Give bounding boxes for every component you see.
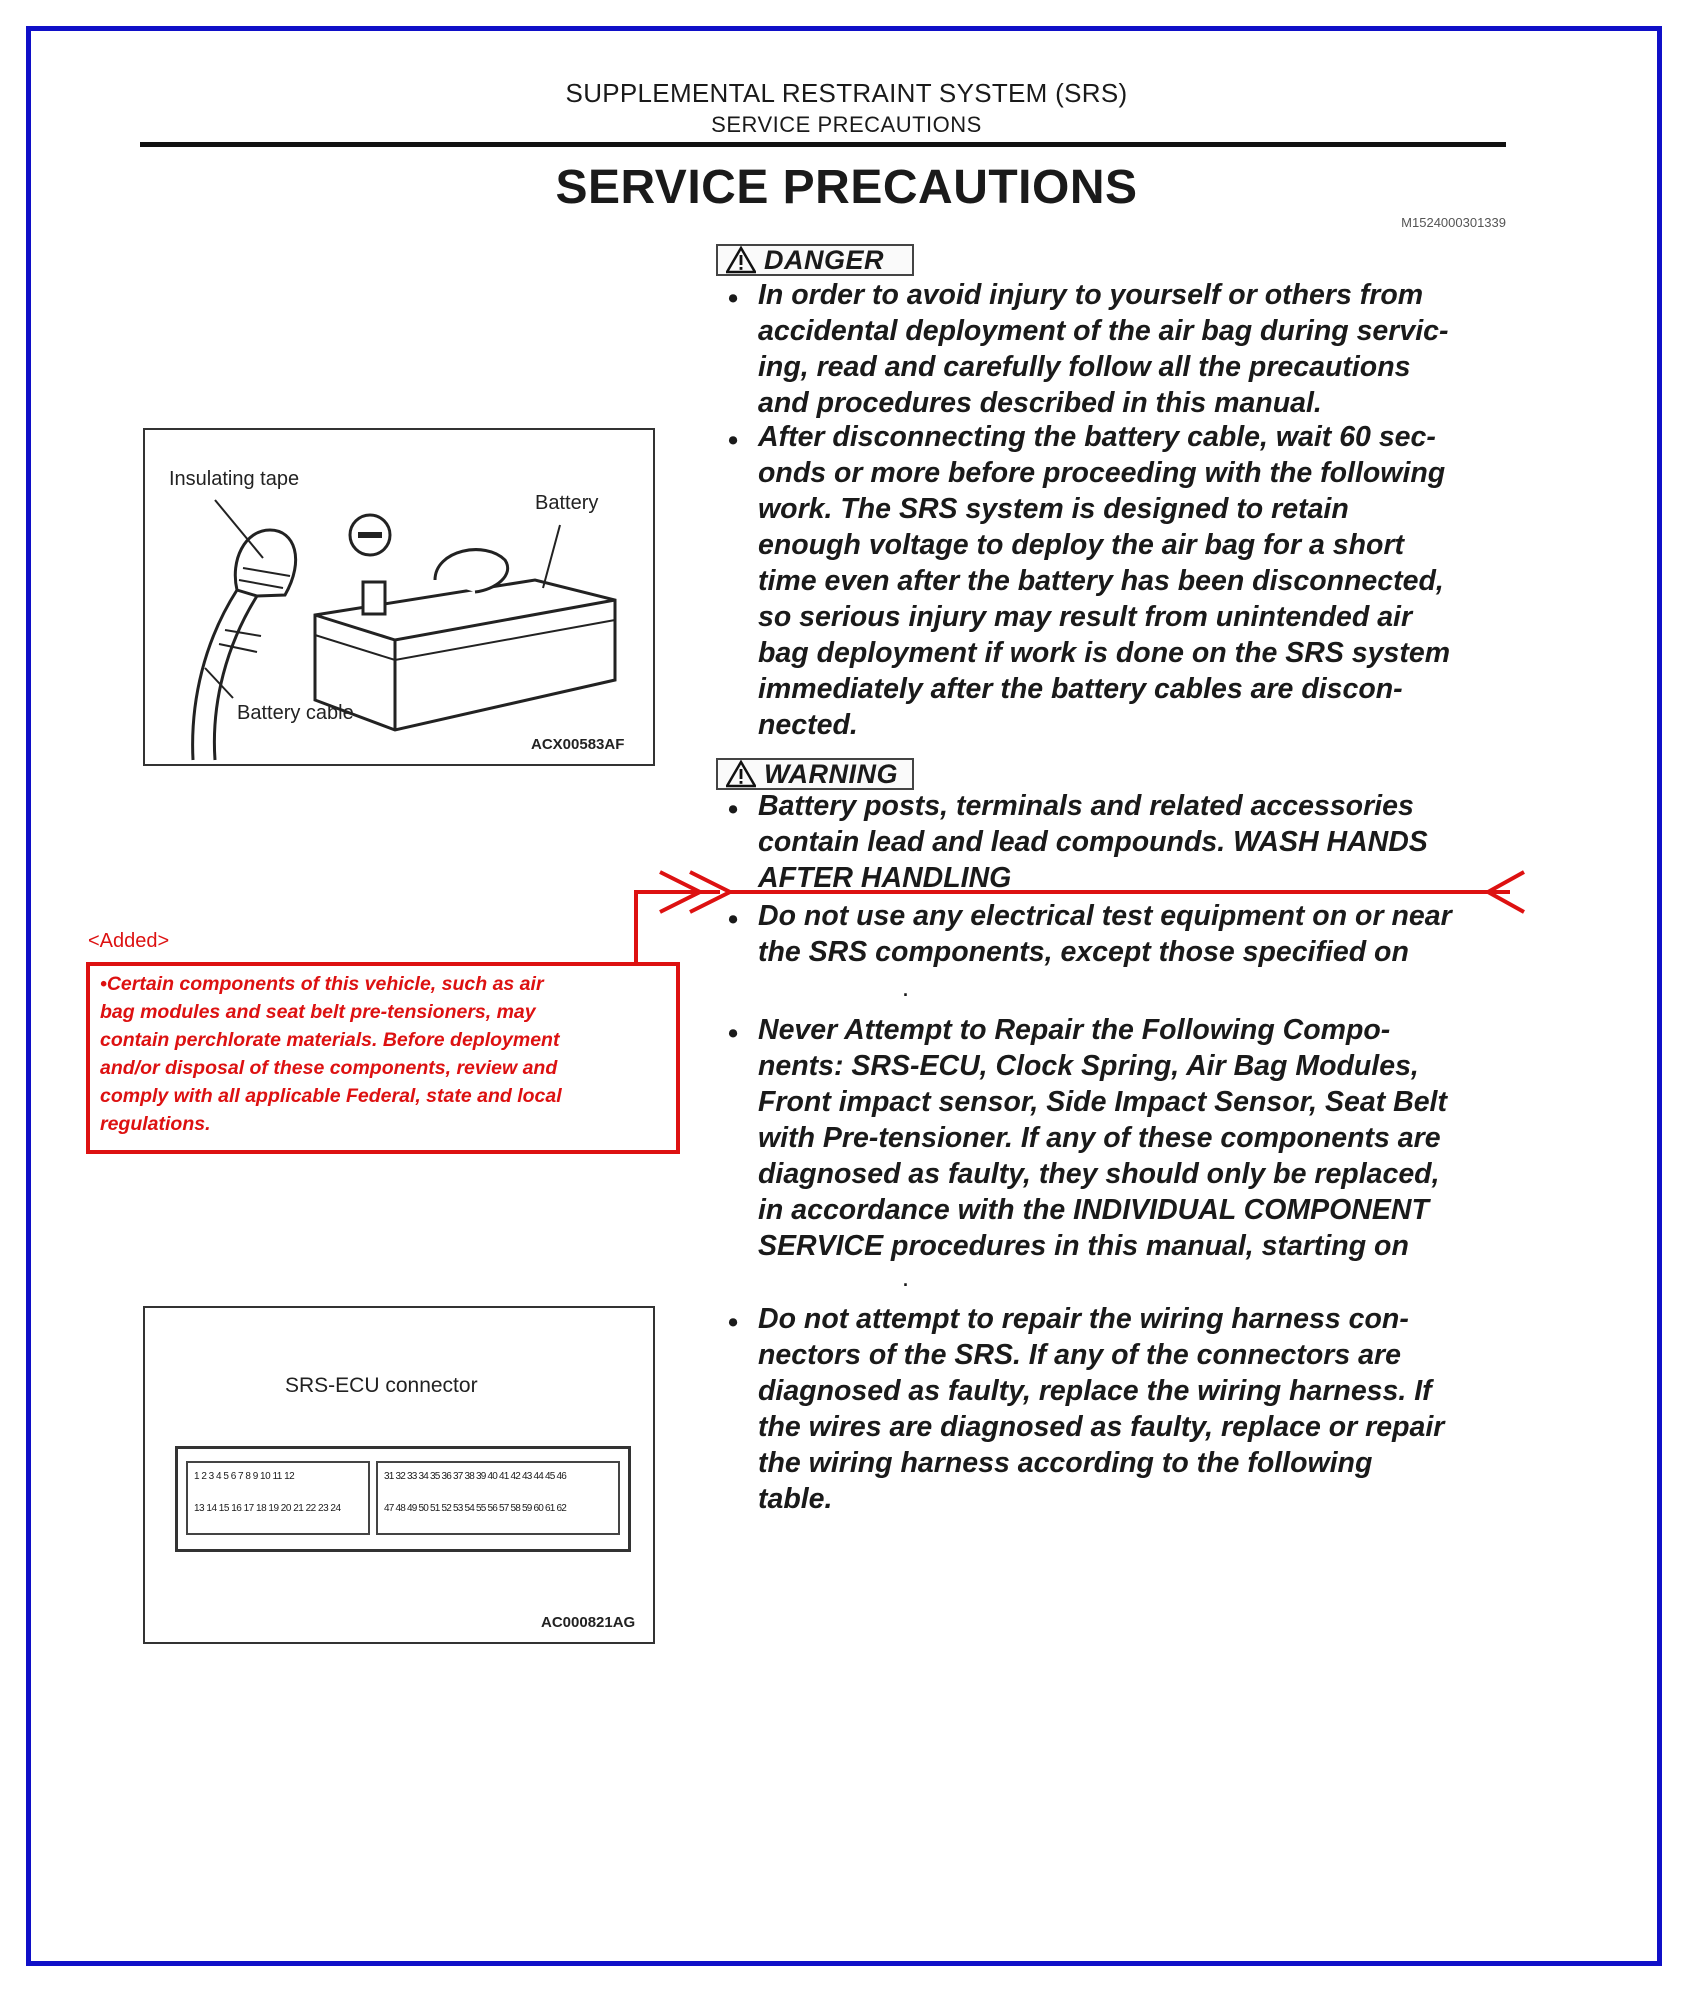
bullet-icon: •	[728, 794, 739, 826]
bullet-icon: •	[728, 1307, 739, 1339]
added-note-box: •Certain components of this vehicle, such as air bag modules and seat belt pre-tensioners, may contain perchlorate materials. Before deployment and/or disposal of these components, review and comply with all applicable Federal, state and local regulations.	[86, 962, 680, 1154]
bullet-icon: •	[728, 1018, 739, 1050]
danger-item-2: After disconnecting the battery cable, wait 60 sec- onds or more before proceeding with the following work. The SRS system is designed to retain enough voltage to deploy the air bag for a short time even after the battery has been disconnected, so serious injury may result from unintended air bag deployment if work is done on the SRS system immediately after the battery cables are discon- nected.	[758, 421, 1451, 741]
danger-label: DANGER	[764, 244, 885, 275]
warning-item-4: Do not attempt to repair the wiring harness con- nectors of the SRS. If any of the connectors are diagnosed as faulty, replace the wiring harness. If the wires are diagnosed as faulty, replace or repair the wiring harness according to the following table.	[758, 1303, 1445, 1515]
warning-item-3: Never Attempt to Repair the Following Compo- nents: SRS-ECU, Clock Spring, Air Bag Modules, Front impact sensor, Side Impact Sensor, Seat Belt with Pre-tensioner. If any of these components are diagnosed as faulty, they should only be replaced, in accordance with the INDIVIDUAL COMPONENT SERVICE procedures in this manual, starting on	[758, 1014, 1447, 1262]
pin-row: 13 14 15 16 17 18 19 20 21 22 23 24	[194, 1503, 341, 1514]
added-tag: <Added>	[88, 930, 170, 952]
danger-item-1: In order to avoid injury to yourself or others from accidental deployment of the air bag during servic- ing, read and carefully follow all the precautions and procedures described in this manual.	[758, 279, 1449, 419]
warning-badge	[716, 758, 914, 790]
warning-triangle-icon	[726, 246, 756, 274]
header-system: SUPPLEMENTAL RESTRAINT SYSTEM (SRS)	[565, 78, 1128, 108]
danger-badge	[716, 244, 914, 276]
bullet-icon: •	[728, 283, 739, 315]
bullet-icon: •	[728, 425, 739, 457]
document-id: M1524000301339	[1401, 215, 1506, 230]
pin-row: 1 2 3 4 5 6 7 8 9 10 11 12	[194, 1471, 295, 1482]
reference-dot: .	[903, 1270, 909, 1290]
connector-label: SRS-ECU connector	[285, 1374, 478, 1397]
warning-label: WARNING	[764, 758, 898, 789]
srs-ecu-connector-figure	[143, 1306, 655, 1644]
connector-housing	[175, 1446, 631, 1552]
pin-row: 47 48 49 50 51 52 53 54 55 56 57 58 59 60 61 62	[384, 1503, 567, 1514]
connector-block-left	[186, 1461, 370, 1535]
figure-code: AC000821AG	[541, 1614, 636, 1631]
figure-code: ACX00583AF	[531, 736, 625, 753]
battery-cable-label: Battery cable	[237, 702, 354, 724]
battery-figure	[143, 428, 655, 766]
reference-dot: .	[903, 980, 909, 1000]
connector-block-right	[376, 1461, 620, 1535]
warning-item-1: Battery posts, terminals and related accessories contain lead and lead compounds. WASH HANDS AFTER HANDLING	[758, 790, 1428, 894]
header-rule	[140, 142, 1506, 147]
pin-row: 31 32 33 34 35 36 37 38 39 40 41 42 43 44 45 46	[384, 1471, 567, 1482]
battery-label: Battery	[535, 492, 599, 514]
header-section: SERVICE PRECAUTIONS	[711, 112, 982, 137]
warning-item-2: Do not use any electrical test equipment on or near the SRS components, except those specified on	[758, 900, 1452, 968]
warning-triangle-icon	[726, 760, 756, 788]
insulating-tape-label: Insulating tape	[169, 468, 300, 490]
page-title: SERVICE PRECAUTIONS	[555, 161, 1138, 214]
bullet-icon: •	[728, 904, 739, 936]
